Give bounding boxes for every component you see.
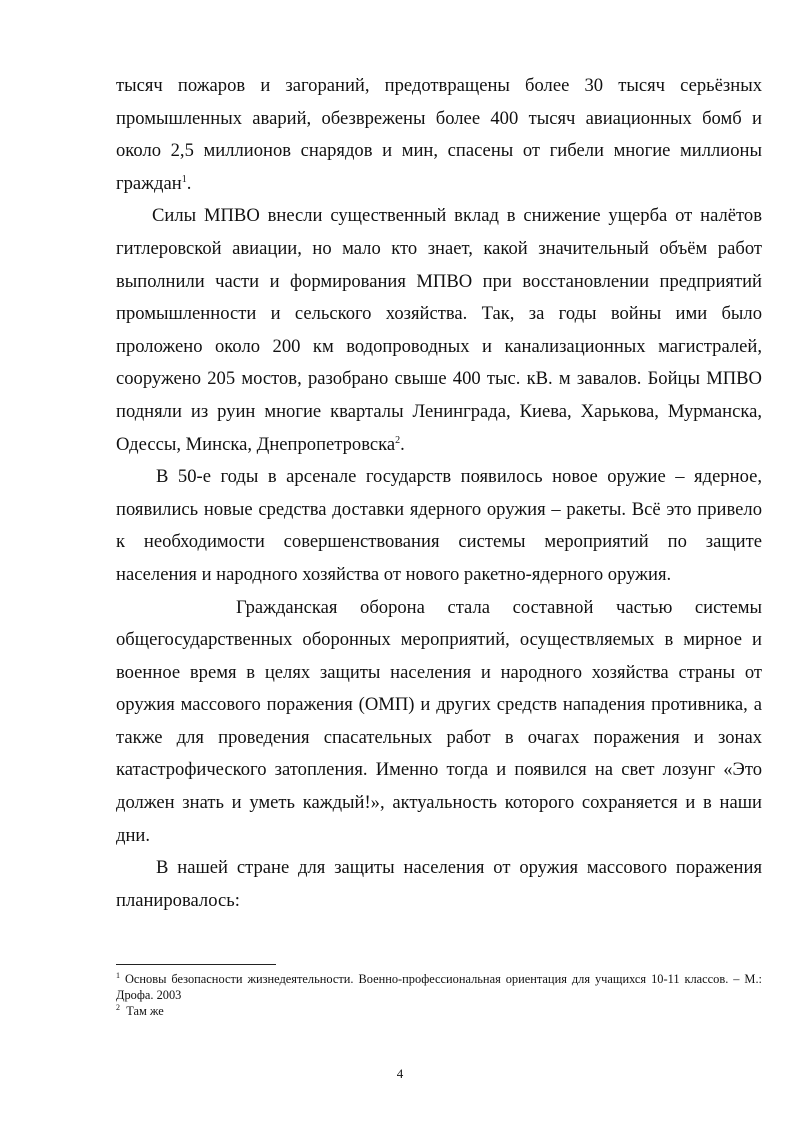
paragraph-5-text: В нашей стране для защиты населения от оружия массового поражения планировалось: bbox=[116, 857, 762, 911]
paragraph-2 bbox=[116, 200, 762, 461]
document-body bbox=[116, 70, 762, 917]
page-number: 4 bbox=[396, 1066, 404, 1081]
paragraph-2-text: Силы МПВО внесли существенный вклад в снижение ущерба от налётов гитлеровской авиации, но мало кто знает, какой значительный объём работ выполнили части и формирования МПВО при восстановлении предприятий промышленности и сельского хозяйства. Так, за годы войны ими было проложено около 200 км водопроводных и канализационных магистралей, сооружено 205 мостов, разобрано свыше 400 тыс. кВ. м завалов. Бойцы МПВО подняли из руин многие кварталы Ленинграда, Киева, Харькова, Мурманска, Одессы, Минска, Днепропетровска bbox=[116, 205, 762, 455]
footnote-1 bbox=[116, 971, 762, 1003]
footnotes-section bbox=[116, 964, 762, 1019]
paragraph-3-text: В 50-е годы в арсенале государств появилось новое оружие – ядерное, появились новые средства доставки ядерного оружия – ракеты. Всё это привело к необходимости совершенствования системы мероприятий по защите населения и народного хозяйства от нового ракетно-ядерного оружия. bbox=[116, 466, 762, 585]
paragraph-4-text: Гражданская оборона стала составной частью системы общегосударственных оборонных мероприятий, осуществляемых в мирное и военное время в целях защиты населения и народного хозяйства страны от оружия массового поражения (ОМП) и других средств нападения противника, а также для проведения спасательных работ в очагах поражения и зонах катастрофического затопления. Именно тогда и появился на свет лозунг «Это должен знать и уметь каждый!», актуальность которого сохраняется и в наши дни. bbox=[116, 596, 762, 846]
paragraph-5 bbox=[116, 852, 762, 917]
footnote-mark-1: 1 bbox=[116, 970, 120, 980]
paragraph-1-tail: . bbox=[186, 172, 192, 194]
footnote-1-text: Основы безопасности жизнедеятельности. Военно-профессиональная ориентация для учащихся 10-11 классов. – М.: Дрофа. 2003 bbox=[116, 972, 762, 1002]
footnote-separator bbox=[116, 964, 276, 965]
footnote-ref-2[interactable]: 2 bbox=[395, 434, 401, 446]
paragraph-1 bbox=[116, 70, 762, 200]
paragraph-3 bbox=[116, 461, 762, 591]
paragraph-2-tail: . bbox=[400, 433, 405, 455]
footnote-ref-1[interactable]: 1 bbox=[181, 173, 187, 185]
paragraph-4 bbox=[116, 592, 762, 853]
footnote-2-text: Там же bbox=[126, 1004, 164, 1018]
paragraph-1-text: тысяч пожаров и загораний, предотвращены более 30 тысяч серьёзных промышленных аварий, обезврежены более 400 тысяч авиационных бомб и около 2,5 миллионов снарядов и мин, спасены от гибели многие миллионы граждан bbox=[116, 75, 762, 194]
footnote-2 bbox=[116, 1003, 762, 1019]
footnote-mark-2: 2 bbox=[116, 1002, 120, 1012]
